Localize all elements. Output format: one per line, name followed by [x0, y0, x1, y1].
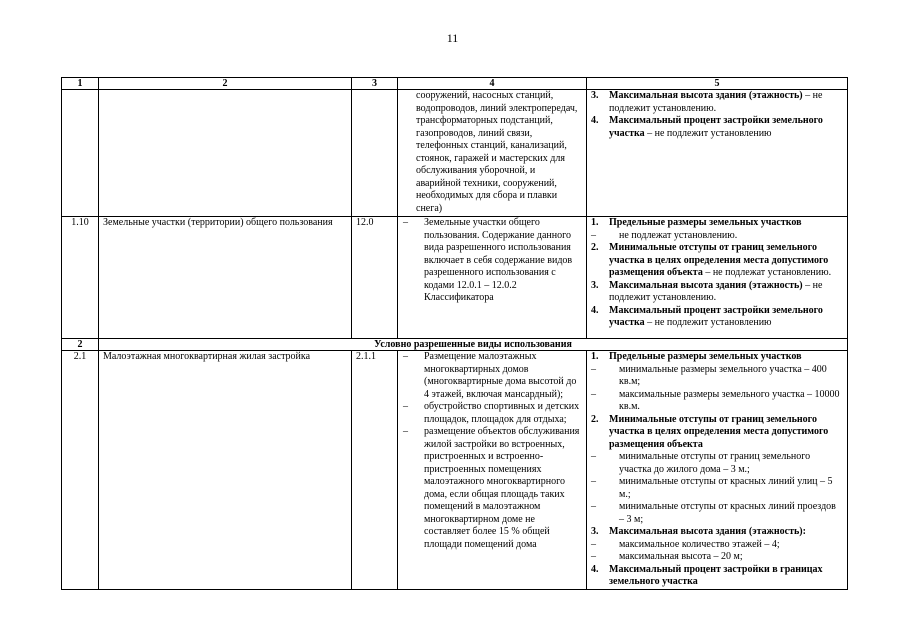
cell-description: [398, 217, 587, 339]
dash-marker: –: [403, 217, 408, 228]
list-item: [591, 451, 843, 476]
use-code: 12.0: [352, 217, 398, 339]
use-name: Малоэтажная многоквартирная жилая застройка: [99, 351, 352, 590]
parameter-title: Максимальный процент застройки земельного участка: [609, 304, 823, 328]
parameters-list: [591, 90, 843, 140]
list-item: [591, 242, 843, 280]
table-row: [62, 351, 848, 590]
parameter-title: Максимальная высота здания (этажность): [609, 279, 803, 291]
list-item: [591, 414, 843, 452]
row-number: 2.1: [62, 351, 99, 590]
list-item: [591, 551, 843, 564]
use-name: Земельные участки (территории) общего пользования: [99, 217, 352, 339]
parameter-title: Минимальные отступы от границ земельного участка в целях определения места допустимого размещения объекта: [609, 413, 829, 450]
cell-description: [398, 90, 587, 217]
list-item: [591, 526, 843, 539]
description-text: сооружений, насосных станций, водопроводов, линий электропередач, трансформаторных подстанций, газопроводов, линий связи, телефонных станций, канализаций, стоянок, гаражей и мастерских для обслуживания уборочной, и аварийной техники, сооружений, необходимых для сбора и плавки снега): [416, 90, 578, 214]
dash-marker: –: [591, 229, 596, 241]
parameters-list: [591, 351, 843, 589]
list-item: [402, 351, 582, 401]
header-cell: 3: [352, 78, 398, 90]
parameter-value: – не подлежит установлению: [644, 127, 772, 139]
parameter-value: – не подлежит установлению: [644, 317, 772, 328]
list-item: [591, 305, 843, 330]
item-number: 4.: [591, 304, 599, 316]
list-item: [591, 539, 843, 552]
header-cell: 4: [398, 78, 587, 90]
parameter-title: Максимальный процент застройки земельного участка: [609, 115, 823, 139]
parameter-value: – не подлежит установлению.: [609, 279, 823, 303]
parameter-value: максимальные размеры земельного участка – 10000 кв.м.: [619, 388, 840, 412]
zoning-table: [61, 77, 848, 590]
parameter-title: Минимальные отступы от границ земельного участка в целях определения места допустимого размещения объекта: [609, 242, 829, 278]
list-item: [591, 389, 843, 414]
cell-empty: [62, 90, 99, 217]
header-cell: 1: [62, 78, 99, 90]
description-list: [402, 217, 582, 305]
parameter-title: Предельные размеры земельных участков: [609, 351, 802, 362]
list-item: [591, 90, 843, 115]
cell-empty: [352, 90, 398, 217]
list-item: [402, 217, 582, 305]
dash-marker: –: [403, 351, 408, 362]
list-item: [591, 115, 843, 140]
parameters-list: [591, 217, 843, 330]
cell-parameters: [587, 351, 848, 590]
parameter-value: минимальные отступы от красных линий проездов – 3 м;: [619, 501, 836, 525]
item-number: 4.: [591, 563, 599, 575]
table-row-continuation: [62, 90, 848, 217]
dash-marker: –: [591, 538, 596, 550]
description-text: обустройство спортивных и детских площадок, площадок для отдыха;: [424, 401, 580, 425]
cell-parameters: [587, 90, 848, 217]
dash-marker: –: [403, 426, 408, 437]
parameter-value: – не подлежит установлению.: [609, 90, 823, 114]
parameter-title: Максимальная высота здания (этажность): [609, 90, 803, 101]
header-cell: 2: [99, 78, 352, 90]
list-item: [591, 364, 843, 389]
parameter-title: Максимальная высота здания (этажность):: [609, 526, 806, 537]
parameter-value: максимальное количество этажей – 4;: [619, 538, 780, 550]
item-number: 1.: [591, 217, 599, 228]
table-row: [62, 217, 848, 339]
row-number: 1.10: [62, 217, 99, 339]
list-item: [591, 217, 843, 230]
section-row: [62, 339, 848, 351]
dash-marker: –: [403, 401, 408, 412]
list-item: [591, 230, 843, 243]
table-header-row: [62, 78, 848, 90]
item-number: 4.: [591, 115, 599, 126]
parameter-value: минимальные отступы от границ земельного участка до жилого дома – 3 м.;: [619, 451, 811, 475]
dash-marker: –: [591, 388, 596, 400]
parameter-value: минимальные отступы от красных линий улиц – 5 м.;: [619, 476, 833, 500]
list-item: [591, 476, 843, 501]
parameter-value: минимальные размеры земельного участка – 400 кв.м;: [619, 363, 827, 387]
list-item: [591, 280, 843, 305]
parameter-value: не подлежат установлению.: [619, 229, 738, 241]
description-text: размещение объектов обслуживания жилой застройки во встроенных, пристроенных и встроенно-пристроенных помещениях малоэтажного многоквартирного дома, если общая площадь таких помещений в малоэтажном многоквартирном доме не составляет более 15 % общей площади помещений дома: [424, 426, 580, 550]
item-number: 3.: [591, 279, 599, 291]
use-code: 2.1.1: [352, 351, 398, 590]
dash-marker: –: [591, 501, 596, 512]
dash-marker: –: [591, 451, 596, 462]
parameter-title: Предельные размеры земельных участков: [609, 217, 802, 228]
parameter-value: – не подлежат установлению.: [702, 267, 832, 278]
list-item: [591, 564, 843, 589]
section-number: 2: [62, 339, 99, 351]
cell-parameters: [587, 217, 848, 339]
cell-description: [398, 351, 587, 590]
cell-empty: [99, 90, 352, 217]
header-cell: 5: [587, 78, 848, 90]
description-list: [402, 351, 582, 551]
item-number: 1.: [591, 351, 599, 362]
page-number: 11: [446, 31, 459, 45]
dash-marker: –: [591, 476, 596, 487]
description-text: Земельные участки общего пользования. Содержание данного вида разрешенного использования включает в себя содержание видов разрешенного использования с кодами 12.0.1 – 12.0.2 Классификатора: [424, 217, 573, 303]
item-number: 3.: [591, 90, 599, 101]
parameter-title: Максимальный процент застройки в границах земельного участка: [609, 563, 823, 587]
list-item: [402, 426, 582, 551]
list-item: [402, 401, 582, 426]
item-number: 2.: [591, 413, 599, 425]
parameter-value: максимальная высота – 20 м;: [619, 551, 743, 562]
description-text: Размещение малоэтажных многоквартирных домов (многоквартирные дома высотой до 4 этажей, включая мансардный);: [424, 351, 577, 400]
section-title: Условно разрешенные виды использования: [99, 339, 848, 351]
list-item: [591, 501, 843, 526]
dash-marker: –: [591, 363, 596, 375]
list-item: [591, 351, 843, 364]
item-number: 2.: [591, 242, 599, 253]
dash-marker: –: [591, 551, 596, 562]
item-number: 3.: [591, 526, 599, 537]
